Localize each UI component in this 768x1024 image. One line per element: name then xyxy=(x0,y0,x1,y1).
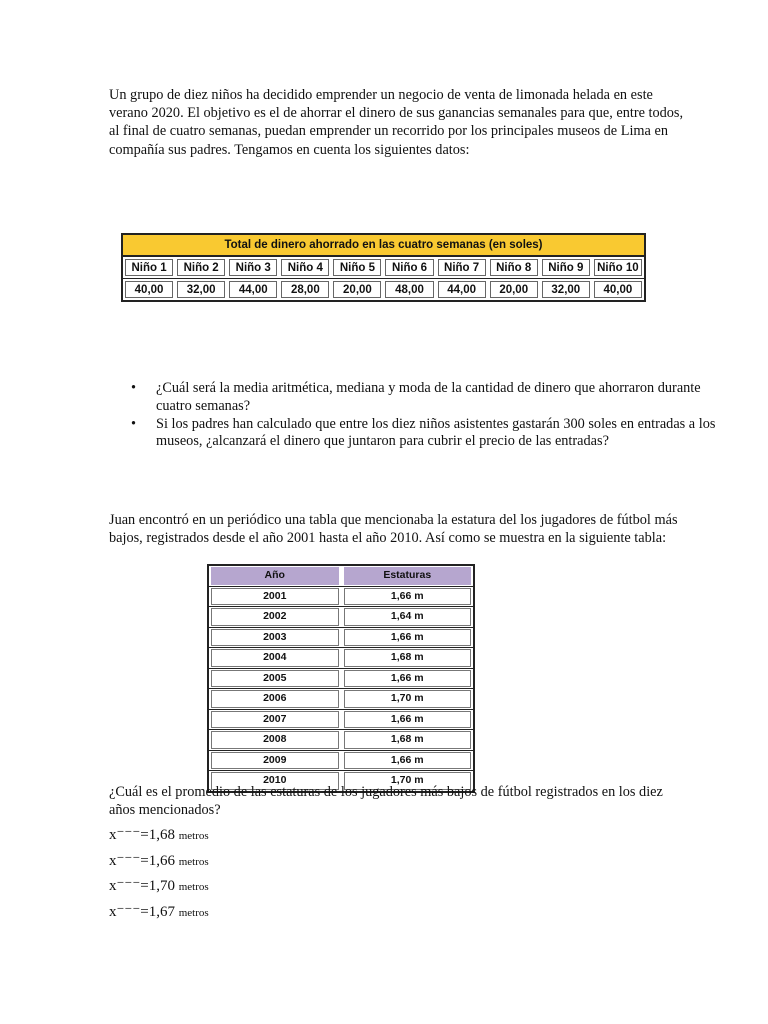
height-cell: 1,70 m xyxy=(344,690,472,708)
value-cell: 28,00 xyxy=(281,281,329,298)
table-row xyxy=(209,628,473,649)
table-row xyxy=(209,669,473,690)
value-cell: 44,00 xyxy=(438,281,486,298)
value-cell: 48,00 xyxy=(385,281,433,298)
header-cell: Niño 3 xyxy=(229,259,277,276)
table-row xyxy=(209,751,473,772)
answer-option xyxy=(109,826,209,845)
question-item: • Si los padres han calculado que entre los diez niños asistentes gastarán 300 soles en entradas a los museos, ¿alcanzará el dinero que juntaron para cubrir el precio de las entradas? xyxy=(156,416,736,452)
year-cell: 2007 xyxy=(211,711,339,729)
header-cell: Niño 2 xyxy=(177,259,225,276)
year-cell: 2008 xyxy=(211,731,339,749)
average-question: ¿Cuál es el promedio de las estaturas de los jugadores más bajos de fútbol registrados en los diez años mencionados? xyxy=(109,784,663,819)
year-cell: 2010 xyxy=(211,772,339,790)
header-cell: Niño 5 xyxy=(333,259,381,276)
year-cell: 2004 xyxy=(211,649,339,667)
option-unit: metros xyxy=(178,856,209,868)
intro-paragraph: Un grupo de diez niños ha decidido emprender un negocio de venta de limonada helada en este verano 2020. El objetivo es el de ahorrar el dinero de sus ganancias semanales para que, entre todos, al final de cuatro semanas, puedan emprender un recorrido por los principales museos de Lima en compañía sus padres. Tengamos en cuenta los siguientes datos: xyxy=(109,87,684,158)
value-cell: 44,00 xyxy=(229,281,277,298)
year-cell: 2009 xyxy=(211,752,339,770)
height-cell: 1,68 m xyxy=(344,731,472,749)
answer-option xyxy=(109,903,209,922)
option-unit: metros xyxy=(178,830,209,842)
year-cell: 2002 xyxy=(211,608,339,626)
height-cell: 1,66 m xyxy=(344,629,472,647)
header-cell: Año xyxy=(211,567,339,585)
value-cell: 20,00 xyxy=(333,281,381,298)
savings-table-title: Total de dinero ahorrado en las cuatro semanas (en soles) xyxy=(123,235,644,257)
heights-table-header-row xyxy=(209,566,473,587)
header-cell: Niño 10 xyxy=(594,259,642,276)
table-row xyxy=(209,730,473,751)
table-row xyxy=(209,689,473,710)
height-cell: 1,68 m xyxy=(344,649,472,667)
question-list xyxy=(109,380,736,451)
table-row xyxy=(209,648,473,669)
value-cell: 20,00 xyxy=(490,281,538,298)
answer-option xyxy=(109,852,209,871)
year-cell: 2001 xyxy=(211,588,339,606)
header-cell: Niño 9 xyxy=(542,259,590,276)
savings-table-header-row xyxy=(123,257,644,279)
value-cell: 32,00 xyxy=(177,281,225,298)
option-unit: metros xyxy=(178,881,209,893)
year-cell: 2005 xyxy=(211,670,339,688)
value-cell: 32,00 xyxy=(542,281,590,298)
height-cell: 1,66 m xyxy=(344,670,472,688)
header-cell: Niño 4 xyxy=(281,259,329,276)
option-expression: x⁻⁻⁻=1,66 xyxy=(109,853,175,869)
height-cell: 1,66 m xyxy=(344,711,472,729)
savings-table xyxy=(121,233,646,302)
heights-table xyxy=(207,564,475,793)
height-cell: 1,66 m xyxy=(344,752,472,770)
height-cell: 1,70 m xyxy=(344,772,472,790)
option-expression: x⁻⁻⁻=1,67 xyxy=(109,904,175,920)
height-cell: 1,64 m xyxy=(344,608,472,626)
height-cell: 1,66 m xyxy=(344,588,472,606)
value-cell: 40,00 xyxy=(594,281,642,298)
header-cell: Niño 6 xyxy=(385,259,433,276)
heights-intro-paragraph: Juan encontró en un periódico una tabla que mencionaba la estatura del los jugadores de fútbol más bajos, registrados desde el año 2001 hasta el año 2010. Así como se muestra en la siguiente tabla: xyxy=(109,512,678,547)
option-expression: x⁻⁻⁻=1,70 xyxy=(109,878,175,894)
option-expression: x⁻⁻⁻=1,68 xyxy=(109,827,175,843)
question-item: • ¿Cuál será la media aritmética, mediana y moda de la cantidad de dinero que ahorraron durante cuatro semanas? xyxy=(156,380,736,416)
header-cell: Niño 1 xyxy=(125,259,173,276)
header-cell: Niño 7 xyxy=(438,259,486,276)
savings-table-value-row xyxy=(123,279,644,300)
option-unit: metros xyxy=(178,907,209,919)
table-row xyxy=(209,587,473,608)
table-row xyxy=(209,710,473,731)
header-cell: Niño 8 xyxy=(490,259,538,276)
year-cell: 2003 xyxy=(211,629,339,647)
table-row xyxy=(209,607,473,628)
year-cell: 2006 xyxy=(211,690,339,708)
answer-option xyxy=(109,877,209,896)
header-cell: Estaturas xyxy=(344,567,472,585)
value-cell: 40,00 xyxy=(125,281,173,298)
